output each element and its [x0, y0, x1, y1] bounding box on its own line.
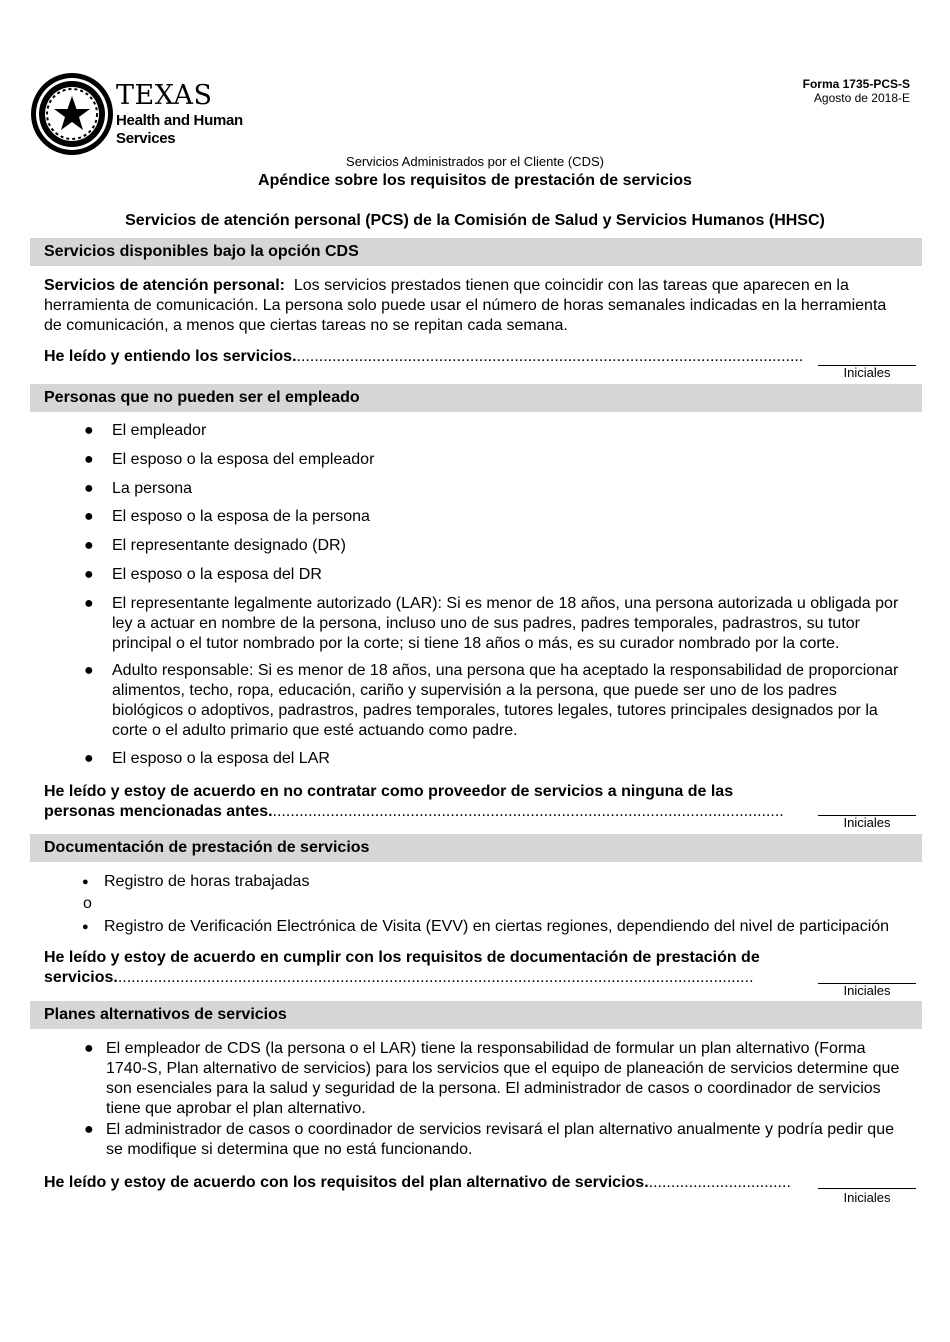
- document-title: Apéndice sobre los requisitos de prestación de servicios: [258, 172, 692, 189]
- list-item-backup-plan: ● El empleador de CDS (la persona o el LAR) tiene la responsabilidad de formular un plan alternativo (Forma 1740-S, Plan alternativo de servicios) para los servicios que el equipo de planeación de servicios determine que son esenciales para la salud y seguridad de la persona. El administrador de casos o coordinador de servicios tiene que aprobar el plan alternativo.: [84, 1040, 900, 1117]
- list-item-annual-review: ● El administrador de casos o coordinador de servicios revisará el plan alternativo anualmente y podría pedir que se modifique si determina que no está funcionando.: [84, 1121, 894, 1158]
- section-header-backup-plans: Planes alternativos de servicios: [30, 1001, 922, 1029]
- services-text-line1: Los servicios prestados tienen que coincidir con las tareas que aparecen en la: [293, 277, 849, 294]
- form-date: Agosto de 2018-E: [813, 91, 910, 105]
- form-meta: [803, 77, 910, 105]
- initials-label-2: Iniciales: [843, 815, 891, 830]
- logo-line1: Health and Human: [116, 112, 243, 129]
- initials-field-4[interactable]: [818, 1188, 916, 1189]
- services-text-line2: herramienta de comunicación. La persona solo puede usar el número de horas semanales indicadas en la herramienta: [44, 297, 887, 314]
- services-paragraph: [44, 276, 914, 336]
- section-header-services: Servicios disponibles bajo la opción CDS: [30, 238, 922, 266]
- initials-label-3: Iniciales: [843, 983, 891, 998]
- section-header-excluded-persons: Personas que no pueden ser el empleado: [30, 384, 922, 412]
- services-text-line3: de comunicación, a menos que ciertas tareas no se repitan cada semana.: [44, 317, 568, 334]
- services-label: Servicios de atención personal:: [44, 277, 285, 294]
- list-item-responsible-adult: ● Adulto responsable: Si es menor de 18 años, una persona que ha aceptado la responsabilidad de proporcionar alimentos, techo, ropa, educación, cariño y supervisión a la persona, que puede ser uno de los padres biológicos o adoptivos, padrastros, padres temporales, tutores legales, tutores principales designados por la corte o el adulto primario que esté actuando como padre.: [84, 662, 899, 739]
- ack-documentation: He leído y estoy de acuerdo en cumplir con los requisitos de documentación de prestación de servicios................................................................................................................................................: [44, 949, 760, 986]
- logo-title: TEXAS: [116, 80, 213, 111]
- initials-label-4: Iniciales: [843, 1190, 891, 1205]
- document-subtitle: Servicios de atención personal (PCS) de la Comisión de Salud y Servicios Humanos (HHSC): [125, 212, 825, 229]
- ack-excluded-persons: He leído y estoy de acuerdo en no contratar como proveedor de servicios a ninguna de las personas mencionadas antes....................................................................................................................: [44, 783, 784, 820]
- texas-seal-icon: [30, 72, 114, 156]
- program-name: Servicios Administrados por el Cliente (CDS): [346, 154, 604, 169]
- initials-label-1: Iniciales: [843, 365, 891, 380]
- list-item-lar: ● El representante legalmente autorizado (LAR): Si es menor de 18 años, una persona autorizada u obligada por ley a actuar en nombre de la persona, incluso uno de sus padres, padres temporales, padrastros, su tutor principal o el tutor nombrado por la corte; si tiene 18 años o más, es su curador nombrado por la corte.: [84, 595, 899, 652]
- or-text: o: [83, 895, 92, 912]
- logo-line2: Services: [116, 130, 176, 147]
- ack-services: He leído y entiendo los servicios...................................................................................................................: [44, 348, 804, 365]
- form-number: Forma 1735-PCS-S: [802, 77, 910, 91]
- section-header-documentation: Documentación de prestación de servicios: [30, 834, 922, 862]
- ack-backup-plan: He leído y estoy de acuerdo con los requisitos del plan alternativo de servicios.................................: [44, 1174, 791, 1191]
- hhs-logo: [30, 72, 250, 156]
